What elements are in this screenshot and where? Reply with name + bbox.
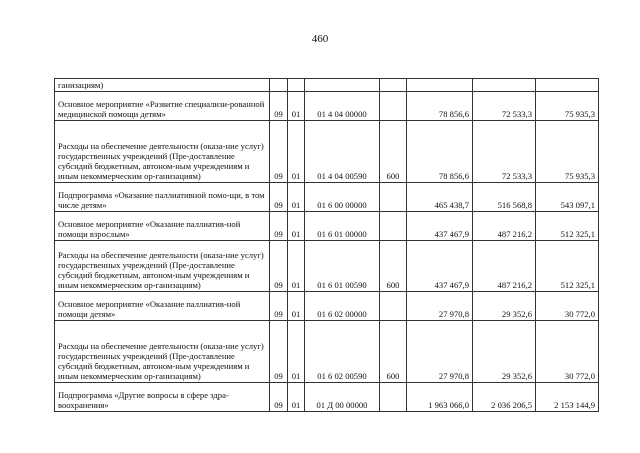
table-row [55,121,599,183]
expense-type-code-cell: 600 [380,241,407,292]
subsection-code-cell: 01 [288,383,305,412]
amount-year2-cell: 2 036 206,5 [473,383,536,412]
amount-year3-cell: 512 325,1 [536,241,599,292]
amount-year2-cell: 487 216,2 [473,212,536,241]
expense-type-code-cell [380,183,407,212]
section-code-cell: 09 [270,92,288,121]
table-row [55,383,599,412]
target-article-code-cell: 01 6 02 00590 [305,321,380,383]
section-code-cell [270,79,288,92]
table-row [55,321,599,383]
item-name-cell: Подпрограмма «Другие вопросы в сфере здра-воохранения» [55,383,270,412]
section-code-cell: 09 [270,321,288,383]
amount-year1-cell: 465 438,7 [407,183,473,212]
amount-year2-cell: 72 533,3 [473,92,536,121]
amount-year3-cell: 75 935,3 [536,121,599,183]
item-name-cell: Расходы на обеспечение деятельности (оказа-ние услуг) государственных учреждений (Пре-доставление субсидий бюджетным, автоном-ным учреждениям и иным некоммерческим ор-ганизациям) [55,321,270,383]
subsection-code-cell: 01 [288,183,305,212]
section-code-cell: 09 [270,292,288,321]
expense-type-code-cell [380,92,407,121]
subsection-code-cell: 01 [288,121,305,183]
subsection-code-cell: 01 [288,292,305,321]
table-row [55,241,599,292]
item-name-cell: Расходы на обеспечение деятельности (оказа-ние услуг) государственных учреждений (Пре-доставление субсидий бюджетным, автоном-ным учреждениям и иным некоммерческим ор-ганизациям) [55,241,270,292]
amount-year1-cell: 78 856,6 [407,121,473,183]
amount-year1-cell [407,79,473,92]
target-article-code-cell: 01 Д 00 00000 [305,383,380,412]
amount-year1-cell: 27 970,8 [407,292,473,321]
amount-year2-cell: 516 568,8 [473,183,536,212]
table-row [55,292,599,321]
item-name-cell: Основное мероприятие «Оказание паллиатив-ной помощи детям» [55,292,270,321]
amount-year2-cell [473,79,536,92]
amount-year3-cell: 543 097,1 [536,183,599,212]
target-article-code-cell: 01 6 02 00000 [305,292,380,321]
budget-table [54,78,599,412]
amount-year2-cell: 72 533,3 [473,121,536,183]
expense-type-code-cell: 600 [380,321,407,383]
target-article-code-cell: 01 4 04 00590 [305,121,380,183]
target-article-code-cell: 01 4 04 00000 [305,92,380,121]
amount-year3-cell: 2 153 144,9 [536,383,599,412]
item-name-cell: Основное мероприятие «Развитие специализи-рованной медицинской помощи детям» [55,92,270,121]
table-body [55,79,599,412]
amount-year1-cell: 437 467,9 [407,241,473,292]
section-code-cell: 09 [270,383,288,412]
table-row [55,212,599,241]
expense-type-code-cell [380,212,407,241]
target-article-code-cell [305,79,380,92]
amount-year1-cell: 78 856,6 [407,92,473,121]
expense-type-code-cell [380,79,407,92]
section-code-cell: 09 [270,241,288,292]
item-name-cell: ганизациям) [55,79,270,92]
subsection-code-cell: 01 [288,212,305,241]
target-article-code-cell: 01 6 00 00000 [305,183,380,212]
amount-year3-cell: 30 772,0 [536,292,599,321]
amount-year1-cell: 437 467,9 [407,212,473,241]
expense-type-code-cell [380,292,407,321]
item-name-cell: Основное мероприятие «Оказание паллиатив-ной помощи взрослым» [55,212,270,241]
table-row [55,92,599,121]
target-article-code-cell: 01 6 01 00000 [305,212,380,241]
item-name-cell: Расходы на обеспечение деятельности (оказа-ние услуг) государственных учреждений (Пре-доставление субсидий бюджетным, автоном-ным учреждениям и иным некоммерческим ор-ганизациям) [55,121,270,183]
expense-type-code-cell: 600 [380,121,407,183]
table-row [55,183,599,212]
amount-year2-cell: 487 216,2 [473,241,536,292]
section-code-cell: 09 [270,212,288,241]
amount-year1-cell: 27 970,8 [407,321,473,383]
table-row [55,79,599,92]
section-code-cell: 09 [270,183,288,212]
target-article-code-cell: 01 6 01 00590 [305,241,380,292]
subsection-code-cell [288,79,305,92]
subsection-code-cell: 01 [288,92,305,121]
item-name-cell: Подпрограмма «Оказание паллиативной помо-щи, в том числе детям» [55,183,270,212]
page-number: 460 [311,33,329,45]
amount-year2-cell: 29 352,6 [473,292,536,321]
amount-year1-cell: 1 963 066,0 [407,383,473,412]
amount-year3-cell [536,79,599,92]
subsection-code-cell: 01 [288,321,305,383]
amount-year2-cell: 29 352,6 [473,321,536,383]
subsection-code-cell: 01 [288,241,305,292]
amount-year3-cell: 30 772,0 [536,321,599,383]
expense-type-code-cell [380,383,407,412]
amount-year3-cell: 75 935,3 [536,92,599,121]
amount-year3-cell: 512 325,1 [536,212,599,241]
section-code-cell: 09 [270,121,288,183]
